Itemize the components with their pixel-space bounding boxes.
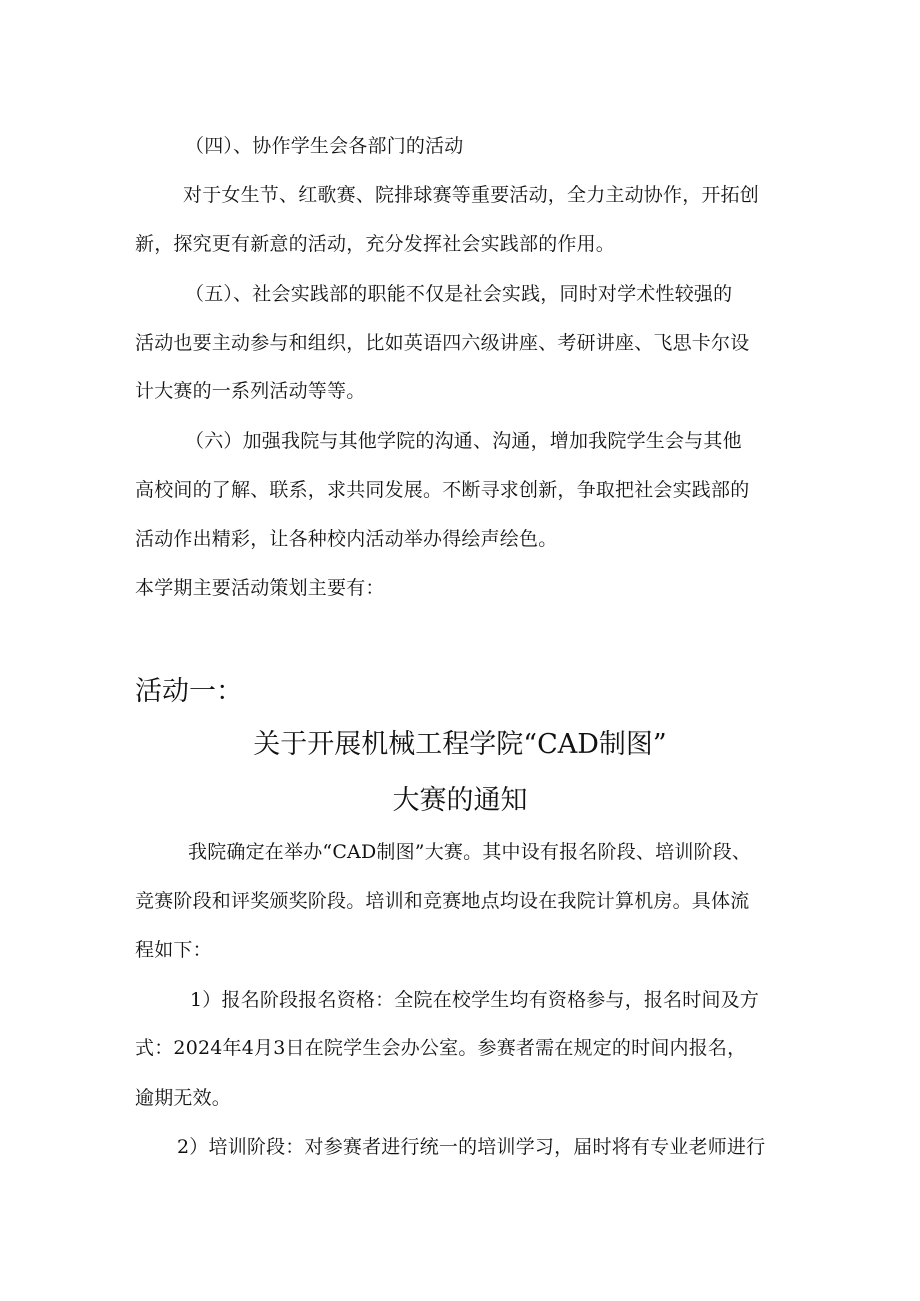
section-five-body-line-3: 计大赛的一系列活动等等。 xyxy=(135,380,366,402)
activity-label: 活动一： xyxy=(135,676,243,707)
activity-title-line-1: 关于开展机械工程学院“CAD制图” xyxy=(253,729,667,760)
activity-intro-line-3: 程如下： xyxy=(135,939,212,961)
step-one-line-3: 逾期无效。 xyxy=(135,1087,232,1109)
semester-plan-intro: 本学期主要活动策划主要有： xyxy=(135,577,385,599)
section-six-body-line-2: 高校间的了解、联系，求共同发展。不断寻求创新，争取把社会实践部的 xyxy=(135,479,750,501)
section-six-body-line-1: （六）加强我院与其他学院的沟通、沟通，增加我院学生会与其他 xyxy=(185,430,742,452)
section-six-body-line-3: 活动作出精彩，让各种校内活动举办得绘声绘色。 xyxy=(135,528,558,550)
section-five-body-line-2: 活动也要主动参与和组织，比如英语四六级讲座、考研讲座、飞思卡尔设 xyxy=(135,332,750,354)
activity-intro-line-2: 竞赛阶段和评奖颁奖阶段。培训和竞赛地点均设在我院计算机房。具体流 xyxy=(135,890,750,912)
step-two-line-1: 2）培训阶段：对参赛者进行统一的培训学习，届时将有专业老师进行 xyxy=(177,1136,766,1158)
section-five-body-line-1: （五）、社会实践部的职能不仅是社会实践，同时对学术性较强的 xyxy=(185,283,733,305)
step-one-line-2: 式：2024年4月3日在院学生会办公室。参赛者需在规定的时间内报名， xyxy=(135,1037,747,1059)
section-four-body-line-1: 对于女生节、红歌赛、院排球赛等重要活动，全力主动协作，开拓创 xyxy=(183,184,760,206)
section-four-title: （四）、协作学生会各部门的活动 xyxy=(185,135,464,157)
activity-title-line-2: 大赛的通知 xyxy=(392,785,528,816)
step-one-line-1: 1）报名阶段报名资格：全院在校学生均有资格参与，报名时间及方 xyxy=(190,989,760,1011)
section-four-body-line-2: 新，探究更有新意的活动，充分发挥社会实践部的作用。 xyxy=(135,233,616,255)
activity-intro-line-1: 我院确定在举办“CAD制图”大赛。其中设有报名阶段、培训阶段、 xyxy=(188,841,752,863)
